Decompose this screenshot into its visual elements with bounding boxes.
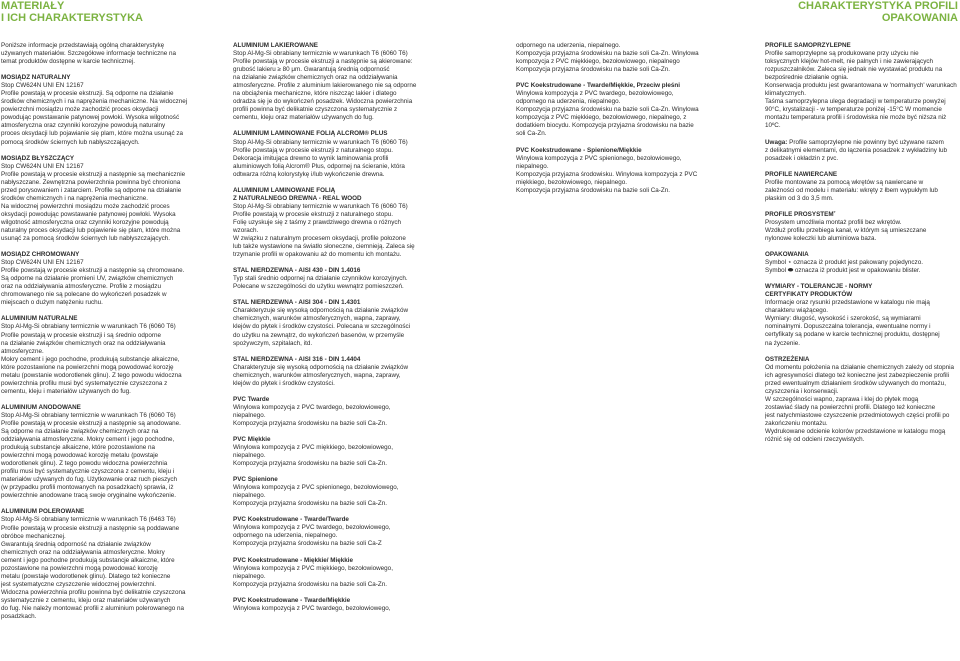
text-line: oddziaływania atmosferyczne. Mokry cement i jego pochodne,: [1, 436, 175, 444]
text-block: [765, 251, 960, 275]
title-line: CHARAKTERYSTYKA PROFILI: [798, 0, 958, 12]
text-line: Symbol ⋆ oznacza iż produkt jest pakowany pojedynczo.: [765, 259, 923, 267]
text-line: aluminiowych folią Alcrom® Plus, odpornej na ścieranie, która: [233, 162, 405, 170]
title-line: OPAKOWANIA: [881, 12, 958, 24]
section-heading: PVC Miękkie: [233, 435, 271, 443]
text-line: Dekoracja imitująca drewno to wynik laminowania profili: [233, 154, 389, 162]
text-block: [1, 155, 219, 244]
text-line: nabłyszczane. Zewnętrzna powierzchnia powinna być chroniona: [1, 178, 181, 186]
text-line: Winylowa kompozycja z PVC twardego, bezołowiowego,: [233, 604, 391, 612]
text-line: proces oksydacji lub pojawianie się plam, które można usunąć za: [1, 130, 184, 138]
text-line: kompozycja z PVC miękkiego, bezołowiowego, niepalnego, z: [516, 114, 687, 122]
text-line: Charakteryzuje się wysoką odpornością na działanie związków: [233, 363, 408, 371]
text-line: posadzkach.: [1, 613, 37, 621]
section-heading: ALUMINIUM LAMINOWANE FOLIĄ Z NATURALNEGO DREWNA - REAL WOOD: [233, 186, 362, 202]
text-block: [516, 147, 734, 195]
text-column-1: [1, 42, 219, 661]
text-line: Kompozycja przyjazna środowisku na bazie soli Ca-Zn.: [516, 66, 670, 74]
text-line: Konserwacja produktu jest gwarantowana w 'normalnych' warunkach: [765, 82, 957, 90]
text-block: [1, 315, 219, 395]
text-line: klimatycznych.: [765, 90, 806, 98]
text-line: powierzchnia profilu musi być systematycznie czyszczona z: [1, 379, 168, 387]
text-line: środków chemicznych i na naprężenia mechaniczne. Na widocznej: [1, 98, 188, 106]
text-line: chemicznych oraz na oddziaływania atmosferyczne. Mokry: [1, 548, 165, 556]
text-line: Profile powstają w procesie ekstruzji a następnie są anodowane.: [1, 419, 181, 427]
text-line: Stop Al-Mg-Si obrabiany termicznie w warunkach T6 (6060 T6): [233, 138, 408, 146]
text-line: dodatkiem biocydu. Kompozycja przyjazna środowisku na bazie: [516, 122, 694, 130]
text-line: Winylowa kompozycja z PVC spienionego, bezołowiowego,: [516, 154, 682, 162]
text-line: różnić się od odcieni rzeczywistych.: [765, 436, 865, 444]
text-line: Wzdłuż profilu przebiega kanał, w którym są umieszczane: [765, 226, 927, 234]
text-block: [233, 130, 495, 178]
text-block: [233, 299, 495, 347]
section-heading: ALUMINIUM LAMINOWANE FOLIĄ ALCROM® PLUS: [233, 130, 388, 138]
text-line: Folię uzyskuje się z taśmy z prawdziwego drewna o różnych: [233, 218, 401, 226]
text-line: nominalnymi. Dopuszczalna tolerancja, ewentualne normy i: [765, 323, 931, 331]
text-line: grubość lakieru ≥ 80 μm. Gwarantują średnią odporność: [233, 66, 390, 74]
text-line: niepalnego.: [233, 492, 266, 500]
text-line: Mokry cement i jego pochodne, produkują substancje alkaiczne,: [1, 355, 180, 363]
text-line: metalu (powstaje wodorotlenek glinu). Dlatego też konieczne: [1, 572, 171, 580]
text-line: na działanie związków chemicznych oraz na oddziaływania: [233, 74, 398, 82]
text-line: Stop CW624N UNI EN 12167: [1, 162, 84, 170]
section-heading: ALUMINIUM POLEROWANE: [1, 508, 85, 516]
text-line: chemicznych, warunków atmosferycznych, wapna, zaprawy,: [233, 371, 401, 379]
text-line: chemicznych, warunków atmosferycznych, wapna, zaprawy,: [233, 315, 401, 323]
section-heading: PVC Spienione: [233, 476, 278, 484]
text-line: środków chemicznych i na naprężenia mechaniczne.: [1, 194, 149, 202]
text-line: wodorotlenek glinu). Z tego powodu widoczna powierzchnia: [1, 460, 168, 468]
text-line: jest systematyczne czyszczenie widocznej powierzchni.: [1, 580, 157, 588]
text-line: Winylowa kompozycja z PVC miękkiego, bezołowiowego,: [233, 444, 393, 452]
text-line: do fug. Nie należy montować profili z aluminium polerowanego na: [1, 605, 185, 612]
text-block: [233, 267, 495, 291]
text-line: miejscach o dużym natężeniu ruchu.: [1, 299, 103, 307]
text-line: powierzchni mosiądzu może zachodzić proces oksydacji: [1, 106, 159, 114]
section-heading: PROFILE NAWIERCANE: [765, 170, 838, 178]
text-line: wilgotność atmosferyczna oraz czynniki korozyjne powodują: [1, 218, 169, 226]
text-line: metalu (powstanie wodorotlenek glinu). Z tego powodu widoczna: [1, 371, 182, 379]
text-line: obróbce mechanicznej.: [1, 532, 66, 540]
text-line: miękkiego, bezołowiowego, niepalnego.: [516, 178, 627, 186]
text-line: usunąć za pomocą środków ściernych lub nabłyszczających.: [1, 235, 171, 243]
text-line: spożywczym, szpitalach, itd.: [233, 339, 313, 347]
text-line: które pozostawione na powierzchni mogą powodować korozję: [1, 363, 174, 371]
text-line: Stop Al-Mg-Si obrabiany termicznie w warunkach T6 (6060 T6): [233, 50, 408, 58]
text-block: [765, 139, 960, 163]
text-line: Winylowa kompozycja z PVC miękkiego, bezołowiowego,: [233, 564, 393, 572]
text-line: Profile montowane za pomocą wkrętów są nawiercane w: [765, 178, 924, 186]
text-line: Widoczna powierzchnia profilu powinna być delikatnie czyszczona: [1, 588, 186, 596]
text-line: Uwaga: Profile samoprzylepne nie powinny być używane razem: [765, 138, 944, 146]
text-line: niepalnego.: [233, 572, 266, 580]
title-line: MATERIAŁY: [1, 0, 65, 12]
section-heading: STAL NIERDZEWNA - AISI 304 - DIN 1.4301: [233, 299, 361, 307]
section-heading: PVC Twarde: [233, 395, 270, 403]
text-block: [1, 508, 219, 621]
text-line: Kompozycja przyjazna środowisku na bazie soli Ca-Zn.: [233, 460, 387, 468]
text-block: [233, 516, 495, 548]
text-line: charakteru wiążącego.: [765, 307, 829, 315]
text-line: Taśma samoprzylepna ulega degradacji w temperaturze powyżej: [765, 98, 946, 106]
text-line: ich agresywności dlatego też konieczne jest zabezpieczenie profili: [765, 371, 950, 379]
text-line: lub także wystawione na światło słoneczne, ciemnieją. Zaleca się: [233, 243, 415, 251]
text-line: odtwarza różną kolorystykę i/lub wykończenie drewna.: [233, 170, 385, 178]
text-line: Stop Al-Mg-Si obrabiany termicznie w warunkach T6 (6060 T6): [1, 323, 176, 331]
text-block: [765, 171, 960, 203]
text-line: cementu, kleju i materiałów używanych do fug.: [1, 387, 131, 395]
text-line: Profile powstają w procesie ekstruzji a następnie są akierowane:: [233, 58, 413, 66]
text-line: Winylowa kompozycja z PVC twardego, bezołowiowego,: [233, 403, 391, 411]
text-line: atmosferyczne. Profile z aluminium lakierowanego nie są odporne: [233, 82, 417, 90]
text-block: [233, 476, 495, 508]
title-line: I ICH CHARAKTERYSTYKA: [1, 12, 143, 24]
text-line: Symbol ⬬ oznacza iż produkt jest w opakowaniu blister.: [765, 267, 921, 275]
text-line: Kompozycja przyjazna środowisku na bazie soli Ca-Zn.: [233, 580, 387, 588]
text-line: Winylowa kompozycja z PVC twardego, bezołowiowego,: [516, 90, 674, 98]
text-line: Profile powstają w procesie ekstruzji a następnie są mechanicznie: [1, 170, 186, 178]
text-line: Gwarantują średnią odporność na działanie związków: [1, 540, 151, 548]
text-line: 10ºC.: [765, 122, 781, 130]
section-heading: PVC Koekstrudowane - Twarde/Miękkie: [233, 596, 351, 604]
text-line: z delikatnymi elementami, do łączenia posadzek z wykładziny lub: [765, 146, 947, 154]
section-heading: MOSIĄDZ BŁYSZCZĄCY: [1, 154, 75, 162]
text-block: [233, 396, 495, 428]
text-line: atmosferyczne.: [1, 347, 44, 355]
text-line: Stop Al-Mg-Si obrabiany termicznie w warunkach T6 (6060 T6): [233, 202, 408, 210]
text-block: [233, 557, 495, 589]
section-heading: ALUMINIUM NATURALNE: [1, 315, 78, 323]
text-line: niepalnego.: [233, 411, 266, 419]
text-line: pozostawione na powierzchni mogą powodować korozję: [1, 564, 158, 572]
text-line: temat produktów dostępne w karcie technicznej.: [1, 58, 136, 66]
text-block: [233, 436, 495, 468]
text-line: niepalnego.: [233, 452, 266, 460]
text-line: toksycznych klejów hot-melt, nie palnych i nie zawierających: [765, 58, 933, 66]
section-heading: OPAKOWANIA: [765, 251, 809, 259]
text-line: na obciążenia mechaniczne, które niszcząc lakier i dlatego: [233, 90, 397, 98]
text-line: (w przypadku profili montowanych na posadzkach) sprawia, iż: [1, 484, 174, 492]
section-heading: STAL NIERDZEWNA - AISI 316 - DIN 1.4404: [233, 355, 361, 363]
text-line: zależności od modelu i materiału: wkręty z łbem wypukłym lub: [765, 186, 938, 194]
text-line: wzorach.: [233, 226, 259, 234]
text-line: Stop CW624N UNI EN 12167: [1, 82, 84, 90]
text-line: zostawiać ślady na powierzchni profili. Dlatego też konieczne: [765, 403, 936, 411]
text-line: Profile powstają w procesie ekstruzji z naturalnego stopu.: [233, 146, 393, 154]
section-heading: MOSIĄDZ CHROMOWANY: [1, 251, 80, 259]
text-block: [233, 42, 495, 122]
text-column-4: [765, 42, 960, 661]
text-line: do użytku na zewnątrz, do wykończeń basenów, w przemyśle: [233, 331, 405, 339]
text-line: trzymanie profili w opakowaniu aż do momentu ich montażu.: [233, 251, 402, 259]
text-block: [765, 283, 960, 347]
text-line: Typ stali średnio odpornej na działanie czynników korozyjnych.: [233, 275, 408, 283]
text-line: Kompozycja przyjazna środowisku na bazie soli Ca-Zn. Winylowa: [516, 106, 699, 114]
text-line: Stop Al-Mg-Si obrabiany termicznie w warunkach T6 (6060 T6): [1, 411, 176, 419]
text-block: [765, 211, 960, 243]
text-line: profili powinna być delikatnie czyszczona systematycznie z: [233, 106, 398, 114]
text-line: Stop Al-Mg-Si obrabiany termicznie w warunkach T6 (6463 T6): [1, 516, 176, 524]
text-line: Winylowa kompozycja z PVC spienionego, bezołowiowego,: [233, 484, 399, 492]
warning-label: Uwaga:: [765, 138, 788, 146]
section-heading: MOSIĄDZ NATURALNY: [1, 74, 71, 82]
section-heading: OSTRZEŻENIA: [765, 355, 810, 363]
text-line: kompozycja z PVC miękkiego, bezołowiowego, niepalnego: [516, 58, 680, 66]
text-line: odpornego na uderzenia, niepalnego.: [516, 42, 621, 49]
text-column-2: [233, 42, 495, 661]
text-line: chromowanego nie są polecane do wykończeń posadzek w: [1, 291, 167, 299]
text-line: klejów do płytek i środków czystości. Polecana w szczególności: [233, 323, 411, 331]
text-line: Profile samoprzylepne są produkowane przy użyciu nie: [765, 50, 919, 58]
text-line: klejów do płytek i środków czystości.: [233, 379, 335, 387]
text-block: [1, 251, 219, 307]
text-line: odradza się je do wykończeń posadzek. Widoczna powierzchnia: [233, 98, 413, 106]
text-line: płaskim od 3 do 3,5 mm.: [765, 194, 834, 202]
text-line: W związku z naturalnym procesem oksydacji, profile połozone: [233, 235, 406, 243]
section-heading: WYMIARY - TOLERANCJE - NORMY CERTYFIKATY PRODUKTÓW: [765, 283, 873, 299]
text-line: produkują substancje alkaiczne, które pozostawione na: [1, 444, 156, 452]
section-heading: PVC Koekstrudowane - Twarde/Miękkie, Przeciw pleśni: [516, 82, 681, 90]
text-line: pomocą środków ściernych lub nabłyszczających.: [1, 138, 140, 146]
text-line: montażu temperatura profili i środowiska nie może być niższa niż: [765, 114, 947, 122]
text-line: naturalny proces oksydacji lub pojawienie się plam, które można: [1, 226, 181, 234]
section-heading: PVC Koekstrudowane - Spienione/Miękkie: [516, 146, 642, 154]
section-heading: PROFILE SAMOPRZYLEPNE: [765, 42, 851, 49]
text-line: Prosystem umożliwia montaż profili bez wkrętów.: [765, 218, 902, 226]
text-line: Polecane w szczególności do użytku wewnątrz pomieszczeń.: [233, 283, 404, 291]
text-line: przed ewentualnym działaniem środków używanych do montażu,: [765, 379, 946, 387]
text-block: [1, 42, 219, 66]
text-line: Są odporne na działanie promieni UV, związków chemicznych: [1, 275, 174, 283]
text-line: soli Ca-Zn.: [516, 130, 547, 138]
text-line: Kompozycja przyjazna środowisku na bazie soli Ca-Zn.: [233, 419, 387, 427]
text-line: nylonowe koleczki lub aluminiowa baza.: [765, 234, 877, 242]
text-line: Informacje oraz rysunki przedstawione w katalogu nie mają: [765, 299, 930, 307]
text-line: 90°C, krystalizacji - w temperaturze poniżej -15°C W momencie: [765, 106, 942, 114]
text-block: [233, 356, 495, 388]
text-line: czyszczenia i konserwacji.: [765, 387, 839, 395]
text-line: cement i jego pochodne produkują substancje alkaiczne, które: [1, 556, 175, 564]
text-line: zakończeniu montażu.: [765, 419, 828, 427]
text-line: Od momentu położenia na działanie chemicznych zależy od stopnia: [765, 363, 955, 371]
text-line: jest natychmiastowe czyszczenie przedmiotowych części profili po: [765, 411, 950, 419]
text-line: powodując powstawanie patynowej powłoki. Wysoka wilgotność: [1, 114, 180, 122]
text-block: [765, 42, 960, 131]
text-line: na działanie związków chemicznych oraz na oddziaływania: [1, 339, 166, 347]
text-block: [516, 42, 734, 74]
text-line: odpornego na uderzenia, niepalnego.: [516, 98, 621, 106]
text-line: Winylowa kompozycja z PVC twardego, bezołowiowego,: [233, 524, 391, 532]
text-line: cementu, kleju oraz materiałów używanych do fug.: [233, 114, 374, 122]
section-heading: ALUMINIUM ANODOWANE: [1, 403, 81, 411]
text-line: atmosferyczna oraz czynniki korozyjne powodują naturalny: [1, 122, 166, 130]
text-line: Wydrukowane odcienie kolorów przedstawione w katalogu mogą: [765, 427, 946, 435]
text-block: [1, 74, 219, 146]
text-line: bezpośrednie działanie ognia.: [765, 74, 849, 82]
section-heading: STAL NIERDZEWNA - AISI 430 - DIN 1.4016: [233, 267, 361, 275]
text-line: posadzek i okładzin z pvc.: [765, 154, 839, 162]
section-title-profiles: [798, 0, 958, 24]
text-block: [1, 404, 219, 501]
text-line: Profile powstają w procesie ekstruzji. Są odporne na działanie: [1, 90, 174, 98]
text-line: Profile powstają w procesie ekstruzji a następnie są chromowane.: [1, 267, 185, 275]
text-line: Są odporne na działanie związków chemicznych oraz na: [1, 428, 159, 436]
text-line: oraz na oddziaływania atmosferyczne. Profile z mosiądzu: [1, 283, 161, 291]
text-line: certyfikaty są podane w karcie technicznej produktu, dostępnej: [765, 331, 940, 339]
text-block: [233, 597, 495, 613]
text-line: powierzchni mogą powodować korozję metalu (powstaje: [1, 452, 159, 460]
section-title-materials: [1, 0, 143, 24]
text-line: Kompozycja przyjazna środowisku na bazie soli Ca-Zn.: [516, 186, 670, 194]
text-line: rozpuszczalników. Zaleca się jednak nie wystawiać produktu na: [765, 66, 943, 74]
text-line: oksydacji powodując powstawanie patynowej powłoki. Wysoka: [1, 210, 176, 218]
text-column-3: [516, 42, 734, 661]
text-block: [765, 356, 960, 445]
text-line: używanych materiałów. Szczegółowe informacje techniczne na: [1, 50, 176, 58]
text-line: powierzchnie anodowane tracą swoje oryginalne wykończenie.: [1, 492, 177, 500]
text-line: Profile powstają w procesie ekstruzji z naturalnego stopu.: [233, 210, 393, 218]
text-line: na życzenie.: [765, 339, 801, 347]
text-line: profilu musi być systematycznie czyszczona z cementu, kleju i: [1, 468, 175, 476]
text-line: W szczególności wapno, zaprawa i klej do płytek mogą: [765, 395, 919, 403]
text-line: Kompozycja przyjazna środowisku na bazie soli Ca-Zn.: [233, 500, 387, 508]
text-line: Kompozycja przyjazna środowisku. Winylowa kompozycja z PVC: [516, 170, 698, 178]
text-line: Charakteryzuje się wysoką odpornością na działanie związków: [233, 307, 408, 315]
text-line: Kompozycja przyjazna środowisku na bazie soli Ca-Z: [233, 540, 382, 548]
section-heading: PROFILE PROSYSTEM˚: [765, 210, 836, 218]
section-heading: PVC Koekstrudowane - Miękkie/ Miękkie: [233, 556, 354, 564]
text-block: [516, 82, 734, 138]
text-line: Wymiary: długość, wysokość i szerokość, są wymiarami: [765, 315, 921, 323]
text-line: Profile powstają w procesie ekstruzji a następnie są poddawane: [1, 524, 180, 532]
section-heading: ALUMINIUM LAKIEROWANE: [233, 42, 319, 49]
text-line: materiałów używanych do fug. Użytkowanie oraz ruch pieszych: [1, 476, 178, 484]
text-line: niepalnego.: [516, 162, 549, 170]
text-line: przed porysowaniem i zatarciem. Profile są odporne na działanie: [1, 186, 182, 194]
text-line: odpornego na uderzenia, niepalnego.: [233, 532, 338, 540]
text-block: [233, 187, 495, 259]
text-line: systematycznie z cementu, kleju oraz materiałów używanych: [1, 596, 171, 604]
text-line: Kompozycja przyjazna środowisku na bazie soli Ca-Zn. Winylowa: [516, 50, 699, 58]
text-line: Poniższe informacje przedstawiają ogólną charakterystykę: [1, 42, 165, 49]
text-line: Profile powstają w procesie ekstruzji i są średnio odporne: [1, 331, 161, 339]
text-line: Na widocznej powierzchni mosiądzu może zachodzić proces: [1, 202, 170, 210]
text-line: Stop CW624N UNI EN 12167: [1, 259, 84, 267]
section-heading: PVC Koekstrudowane - Twarde/Twarde: [233, 516, 349, 524]
